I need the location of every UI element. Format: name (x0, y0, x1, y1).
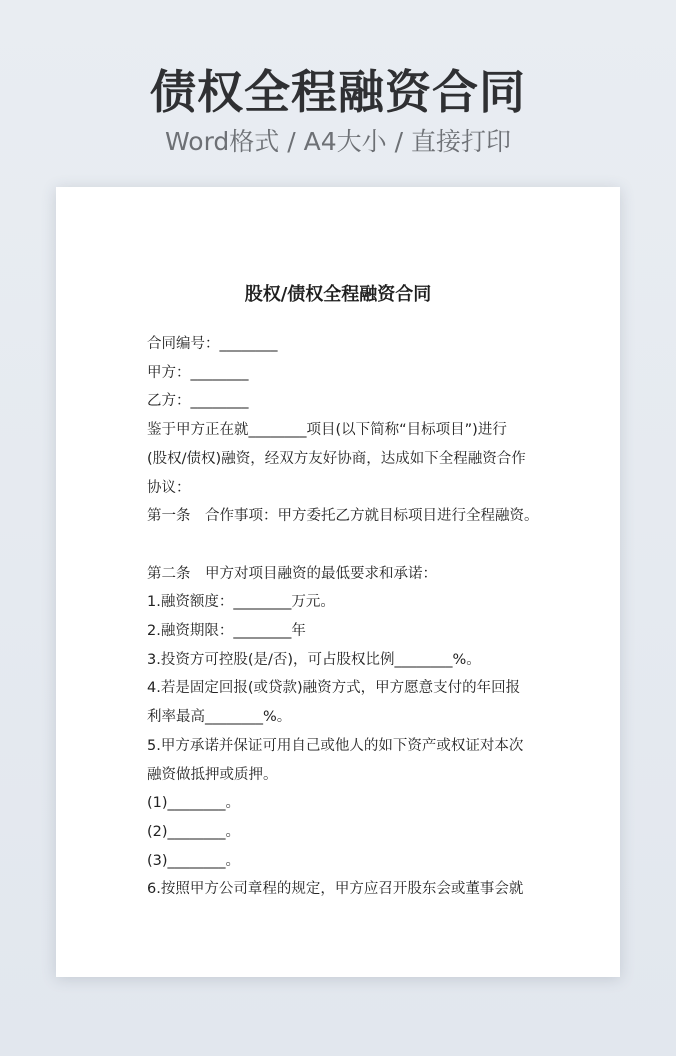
clause-5-line-1: 5.甲方承诺并保证可用自己或他人的如下资产或权证对本次 (147, 737, 524, 754)
contract-number-line: 合同编号：________ (147, 336, 278, 352)
clause-1-line: 1.融资额度：________万元。 (147, 594, 335, 611)
party-a-line: 甲方：________ (147, 364, 249, 381)
preamble-line-2: (股权/债权)融资，经双方友好协商，达成如下全程融资合作 (147, 450, 526, 467)
document-title: 股权/债权全程融资合同 (244, 284, 432, 305)
sub-item-1-line: (1)________。 (147, 795, 241, 812)
sub-item-2-line: (2)________。 (147, 823, 241, 840)
blank-line (147, 531, 547, 560)
article-2-heading: 第二条 甲方对项目融资的最低要求和承诺： (147, 565, 437, 582)
document-body (147, 330, 547, 904)
clause-5-line-2: 融资做抵押或质押。 (147, 766, 278, 783)
clause-4-line-1: 4.若是固定回报(或贷款)融资方式，甲方愿意支付的年回报 (147, 680, 521, 697)
preamble-line-3: 协议： (147, 479, 191, 496)
page-title: 债权全程融资合同 (150, 65, 526, 119)
sub-item-3-line: (3)________。 (147, 852, 241, 869)
clause-3-line: 3.投资方可控股(是/否)，可占股权比例________%。 (147, 651, 481, 668)
preamble-line-1: 鉴于甲方正在就________项目(以下简称“目标项目”)进行 (147, 422, 507, 439)
page-subtitle: Word格式 / A4大小 / 直接打印 (165, 127, 511, 156)
article-1-line: 第一条 合作事项：甲方委托乙方就目标项目进行全程融资。 (147, 508, 539, 525)
party-b-line: 乙方：________ (147, 393, 249, 410)
clause-6-line: 6.按照甲方公司章程的规定，甲方应召开股东会或董事会就 (147, 881, 524, 898)
clause-4-line-2: 利率最高________%。 (147, 709, 292, 726)
header (0, 62, 676, 160)
clause-2-line: 2.融资期限：________年 (147, 623, 306, 640)
